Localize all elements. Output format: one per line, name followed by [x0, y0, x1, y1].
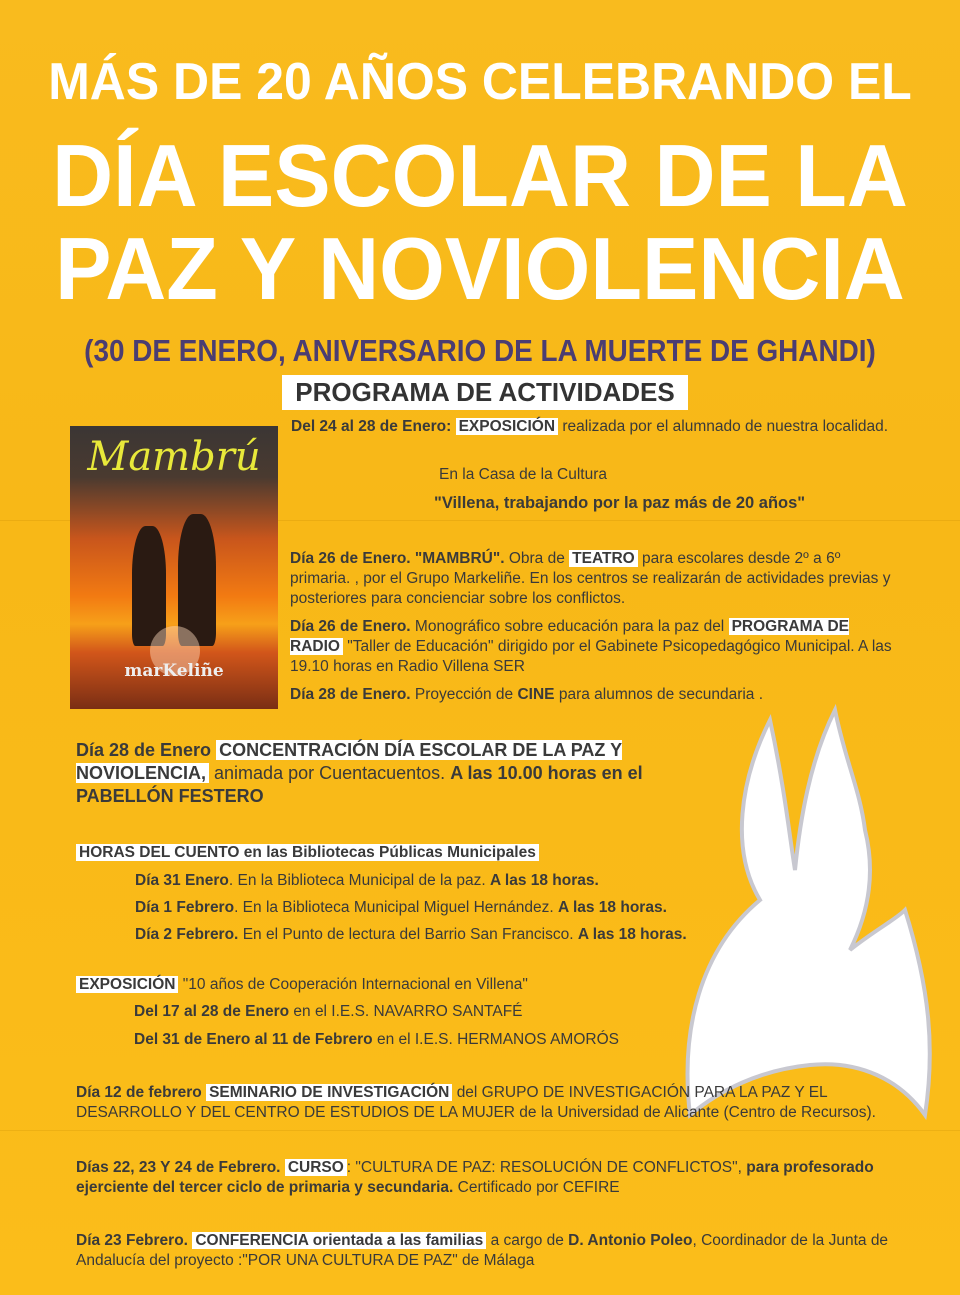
event-date: Día 12 de febrero: [76, 1084, 202, 1101]
event-tag: CONCENTRACIÓN DÍA ESCOLAR DE LA PAZ Y NOVIOLENCIA,: [76, 740, 623, 783]
event-tag: HORAS DEL CUENTO: [79, 844, 240, 861]
event-text: . En la Biblioteca Municipal de la paz.: [228, 872, 486, 889]
cuento-item: [135, 925, 687, 945]
event-text: En el Punto de lectura del Barrio San Francisco.: [242, 926, 574, 943]
mambru-poster-image: [70, 426, 278, 709]
event-audience: para profesorado ejerciente del tercer ciclo de primaria y secundaria.: [76, 1159, 874, 1196]
event-date: Del 31 de Enero al 11 de Febrero: [134, 1031, 373, 1048]
event-text: en las Bibliotecas Públicas Municipales: [243, 844, 536, 861]
event-cuento-title: [76, 843, 539, 863]
title-line-2: DÍA ESCOLAR DE LA: [52, 126, 908, 225]
event-radio: [290, 617, 900, 677]
event-date: Día 31 Enero: [135, 872, 229, 889]
event-text: Monográfico sobre educación para la paz del: [414, 618, 725, 635]
program-title: PROGRAMA DE ACTIVIDADES: [282, 375, 688, 410]
event-speaker: D. Antonio Poleo: [568, 1232, 693, 1249]
event-tag: TEATRO: [569, 550, 638, 567]
subtitle: (30 DE ENERO, ANIVERSARIO DE LA MUERTE DE GHANDI): [84, 333, 876, 368]
event-text: para escolares desde 2º a 6º primaria. , por el Grupo Markeliñe. En los centros se realizarán de actividades previas y posteriores para concienciar sobre los conflictos.: [290, 550, 891, 607]
event-text: . En la Biblioteca Municipal Miguel Hernández.: [234, 899, 554, 916]
event-text: del GRUPO DE INVESTIGACIÓN PARA LA PAZ Y EL DESARROLLO Y DEL CENTRO DE ESTUDIOS DE LA MUJER de la Universidad de Alicante (Centro de Recursos).: [76, 1084, 876, 1121]
event-date: Día 26 de Enero.: [290, 618, 411, 635]
event-date: Día 28 de Enero.: [290, 686, 411, 703]
event-cine: [290, 685, 900, 705]
event-date: Día 2 Febrero.: [135, 926, 239, 943]
event-date: Del 17 al 28 de Enero: [134, 1003, 290, 1020]
event-date: Día 23 Febrero.: [76, 1232, 188, 1249]
event-time: A las 18 horas.: [558, 899, 667, 916]
event-text: en el I.E.S. NAVARRO SANTAFÉ: [293, 1003, 523, 1020]
event-exposicion-2: [76, 975, 528, 995]
event-quote: "Villena, trabajando por la paz más de 20 años": [434, 494, 806, 512]
event-text: "10 años de Cooperación Internacional en Villena": [182, 976, 528, 993]
event-text: para alumnos de secundaria .: [558, 686, 764, 703]
event-tag: CURSO: [285, 1159, 347, 1176]
event-teatro: [290, 549, 895, 609]
event-tag: EXPOSICIÓN: [76, 976, 178, 993]
event-tag: CONFERENCIA orientada a las familias: [192, 1232, 486, 1249]
title-line-3: PAZ Y NOVIOLENCIA: [55, 219, 905, 318]
event-time: A las 18 horas.: [489, 872, 599, 889]
event-date: Días 22, 23 Y 24 de Febrero.: [76, 1159, 281, 1176]
event-curso: [76, 1158, 876, 1198]
exposicion-item: [134, 1030, 619, 1050]
event-text: , Coordinador de la Junta de Andalucía del proyecto :"POR UNA CULTURA DE PAZ" de Málaga: [76, 1232, 889, 1269]
event-time: A las 18 horas.: [577, 926, 687, 943]
silhouette-icon: [132, 526, 166, 646]
event-tag: SEMINARIO DE INVESTIGACIÓN: [206, 1084, 452, 1101]
cuento-item: [135, 898, 667, 918]
event-concentracion: [76, 739, 726, 808]
poster-image-title: Mambrú: [87, 434, 261, 480]
event-seminario: [76, 1083, 876, 1123]
event-text: animada por Cuentacuentos.: [214, 763, 446, 783]
poster-image-logo: marKeliñe: [124, 661, 224, 681]
event-text: : "CULTURA DE PAZ: RESOLUCIÓN DE CONFLICTOS",: [346, 1159, 742, 1176]
event-text: Obra de: [508, 550, 565, 567]
event-text: realizada por el alumnado de nuestra localidad.: [562, 418, 889, 435]
event-text: "Taller de Educación" dirigido por el Gabinete Psicopedagógico Municipal. A las 19.10 horas en Radio Villena SER: [290, 638, 892, 675]
event-conferencia: [76, 1231, 896, 1271]
event-date: Del 24 al 28 de Enero:: [291, 418, 452, 435]
event-text: Proyección de: [414, 686, 514, 703]
event-exposicion-1: [291, 417, 891, 437]
event-date: Día 1 Febrero: [135, 899, 235, 916]
event-text: Certificado por CEFIRE: [457, 1179, 620, 1196]
event-time: A las 10.00 horas en el PABELLÓN FESTERO: [76, 763, 643, 806]
event-place: En la Casa de la Cultura: [439, 466, 608, 483]
event-text: en el I.E.S. HERMANOS AMORÓS: [376, 1031, 619, 1048]
event-tag: PROGRAMA DE RADIO: [290, 618, 849, 655]
fold-line: [0, 1130, 960, 1131]
event-text: a cargo de: [490, 1232, 564, 1249]
cuento-item: [135, 871, 599, 891]
event-date: Día 26 de Enero. "MAMBRÚ".: [290, 550, 505, 567]
exposicion-item: [134, 1002, 523, 1022]
event-tag: CINE: [517, 686, 555, 703]
event-date: Día 28 de Enero: [76, 740, 212, 760]
event-tag: EXPOSICIÓN: [456, 418, 558, 435]
silhouette-icon: [178, 514, 216, 646]
title-line-1: MÁS DE 20 AÑOS CELEBRANDO EL: [48, 53, 912, 111]
